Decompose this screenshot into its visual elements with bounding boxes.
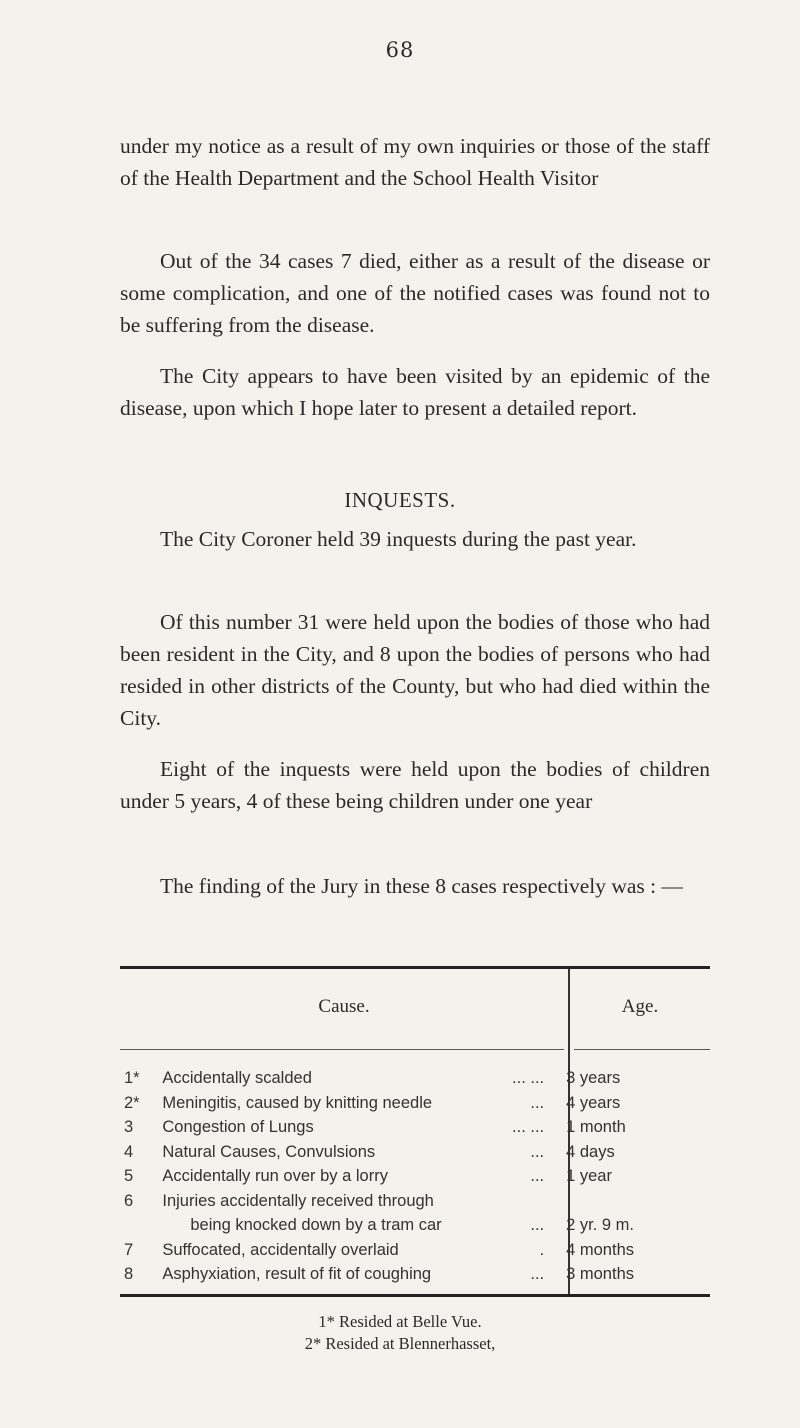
- paragraph-epidemic: The City appears to have been visited by an epidemic of the disease, upon which I hope later to present a detailed report.: [120, 364, 710, 420]
- table-header-cause: Cause.: [318, 996, 370, 1017]
- row-age: 4 days: [566, 1142, 615, 1161]
- table-row: [120, 1238, 710, 1263]
- paragraph-residents: Of this number 31 were held upon the bodies of those who had been resident in the City, and 8 upon the bodies of persons who had resided in other districts of the County, but who had died within the City.: [120, 610, 710, 730]
- table-header-rule-age: [574, 1049, 710, 1050]
- leader-dots: ... ...: [512, 1069, 545, 1087]
- paragraph-children: Eight of the inquests were held upon the bodies of children under 5 years, 4 of these being children under one year: [120, 757, 710, 813]
- cause-text: Accidentally run over by a lorry: [162, 1167, 388, 1185]
- table-top-rule: [120, 966, 710, 969]
- row-cause: [162, 1066, 544, 1091]
- cause-text: Accidentally scalded: [162, 1069, 312, 1087]
- footnote-2: 2* Resided at Blennerhasset,: [304, 1334, 496, 1353]
- table-row: [120, 1189, 710, 1238]
- cause-text: Meningitis, caused by knitting needle: [162, 1093, 433, 1112]
- section-heading-inquests: INQUESTS.: [344, 488, 456, 512]
- paragraph-cases-died: Out of the 34 cases 7 died, either as a result of the disease or some complication, and one of the notified cases was found not to be suffering from the disease.: [120, 249, 710, 337]
- row-age: 2 yr. 9 m.: [566, 1216, 634, 1234]
- table-bottom-rule: [120, 1294, 710, 1297]
- row-age: 3 months: [566, 1265, 634, 1283]
- cause-text-continuation: being knocked down by a tram car: [190, 1216, 442, 1234]
- leader-dots: ...: [530, 1216, 545, 1234]
- row-cause: [162, 1262, 544, 1287]
- row-number: 2*: [124, 1093, 140, 1112]
- row-cause: [162, 1115, 544, 1140]
- leader-dots: ...: [530, 1167, 545, 1185]
- leader-dots: ...: [530, 1093, 545, 1112]
- cause-text: Asphyxiation, result of fit of coughing: [162, 1265, 432, 1283]
- row-age: 3 years: [566, 1069, 621, 1087]
- row-cause: [162, 1091, 544, 1116]
- leader-dots: .: [539, 1240, 545, 1259]
- table-row: [120, 1262, 710, 1287]
- table-row: [120, 1164, 710, 1189]
- paragraph-coroner: The City Coroner held 39 inquests during the past year.: [160, 527, 637, 551]
- cause-text: Injuries accidentally received through: [162, 1191, 434, 1210]
- row-cause: [162, 1189, 544, 1238]
- row-number: 7: [124, 1240, 134, 1259]
- row-number: 5: [124, 1167, 134, 1185]
- table-row: [120, 1091, 710, 1116]
- table-header-age: Age.: [621, 996, 659, 1017]
- leader-dots: ...: [530, 1265, 545, 1283]
- paragraph-continuation: under my notice as a result of my own inquiries or those of the staff of the Health Department and the School Health Visitor: [120, 134, 710, 190]
- row-number: 6: [124, 1191, 134, 1210]
- row-number: 8: [124, 1265, 134, 1283]
- cause-text: Suffocated, accidentally overlaid: [162, 1240, 399, 1259]
- row-cause: [162, 1164, 544, 1189]
- cause-text: Natural Causes, Convulsions: [162, 1142, 376, 1161]
- row-age: 1 year: [566, 1167, 612, 1185]
- table-header-rule-cause: [120, 1049, 564, 1050]
- row-age: 4 years: [566, 1093, 621, 1112]
- footnotes: [0, 1311, 800, 1355]
- inquest-table-body: [120, 1066, 710, 1287]
- leader-dots: ...: [530, 1142, 545, 1161]
- table-row: [120, 1140, 710, 1165]
- row-cause: [162, 1140, 544, 1165]
- leader-dots: ... ...: [512, 1118, 545, 1136]
- row-number: 1*: [124, 1069, 140, 1087]
- row-number: 4: [124, 1142, 134, 1161]
- row-age: 1 month: [566, 1118, 626, 1136]
- paragraph-jury-finding: The finding of the Jury in these 8 cases respectively was : —: [160, 874, 684, 898]
- footnote-1: 1* Resided at Belle Vue.: [318, 1312, 482, 1331]
- page-number: 68: [385, 38, 415, 62]
- table-row: [120, 1115, 710, 1140]
- row-number: 3: [124, 1118, 134, 1136]
- cause-text: Congestion of Lungs: [162, 1118, 314, 1136]
- row-age: 4 months: [566, 1240, 634, 1259]
- row-cause: [162, 1238, 544, 1263]
- table-row: [120, 1066, 710, 1091]
